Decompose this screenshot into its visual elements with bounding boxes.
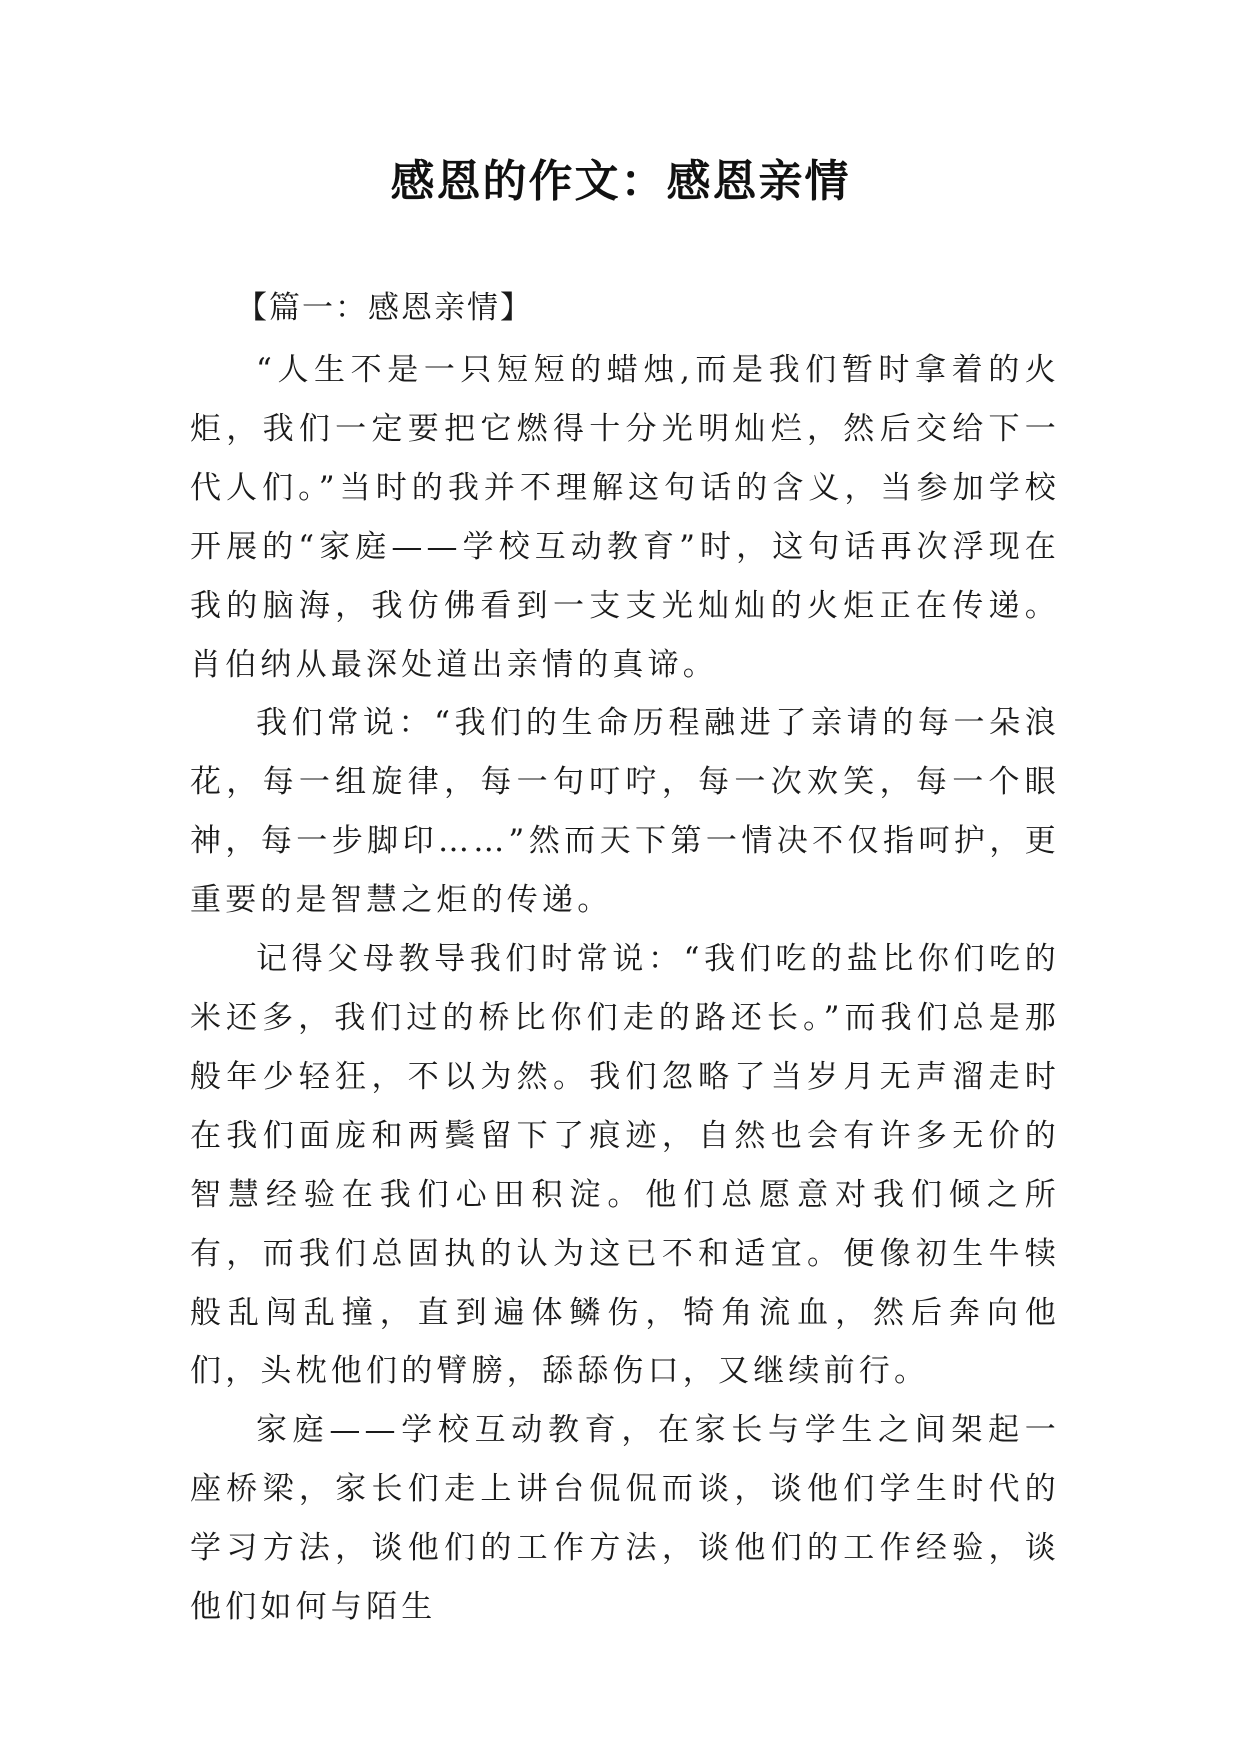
section-heading: 【篇一：感恩亲情】: [236, 290, 533, 326]
paragraph: “人生不是一只短短的蜡烛,而是我们暂时拿着的火炬，我们一定要把它燃得十分光明灿烂，然后交给下一代人们。”当时的我并不理解这句话的含义，当参加学校开展的“家庭——学校互动教育”时，这句话再次浮现在我的脑海，我仿佛看到一支支光灿灿的火炬正在传递。肖伯纳从最深处道出亲情的真谛。: [190, 352, 1060, 683]
paragraph: 记得父母教导我们时常说：“我们吃的盐比你们吃的米还多，我们过的桥比你们走的路还长。”而我们总是那般年少轻狂，不以为然。我们忽略了当岁月无声溜走时在我们面庞和两鬓留下了痕迹，自然也会有许多无价的智慧经验在我们心田积淀。他们总愿意对我们倾之所有，而我们总固执的认为这已不和适宜。便像初生牛犊般乱闯乱撞，直到遍体鳞伤，犄角流血，然后奔向他们，头枕他们的臂膀，舔舔伤口，又继续前行。: [190, 941, 1060, 1390]
paragraph: 家庭——学校互动教育，在家长与学生之间架起一座桥梁，家长们走上讲台侃侃而谈，谈他们学生时代的学习方法，谈他们的工作方法，谈他们的工作经验，谈他们如何与陌生: [190, 1412, 1060, 1626]
body-text: [190, 341, 1060, 1637]
paragraph: 我们常说：“我们的生命历程融进了亲请的每一朵浪花，每一组旋律，每一句叮咛，每一次欢笑，每一个眼神，每一步脚印……”然而天下第一情决不仅指呵护，更重要的是智慧之炬的传递。: [190, 705, 1060, 919]
document-title: 感恩的作文：感恩亲情: [390, 156, 851, 207]
